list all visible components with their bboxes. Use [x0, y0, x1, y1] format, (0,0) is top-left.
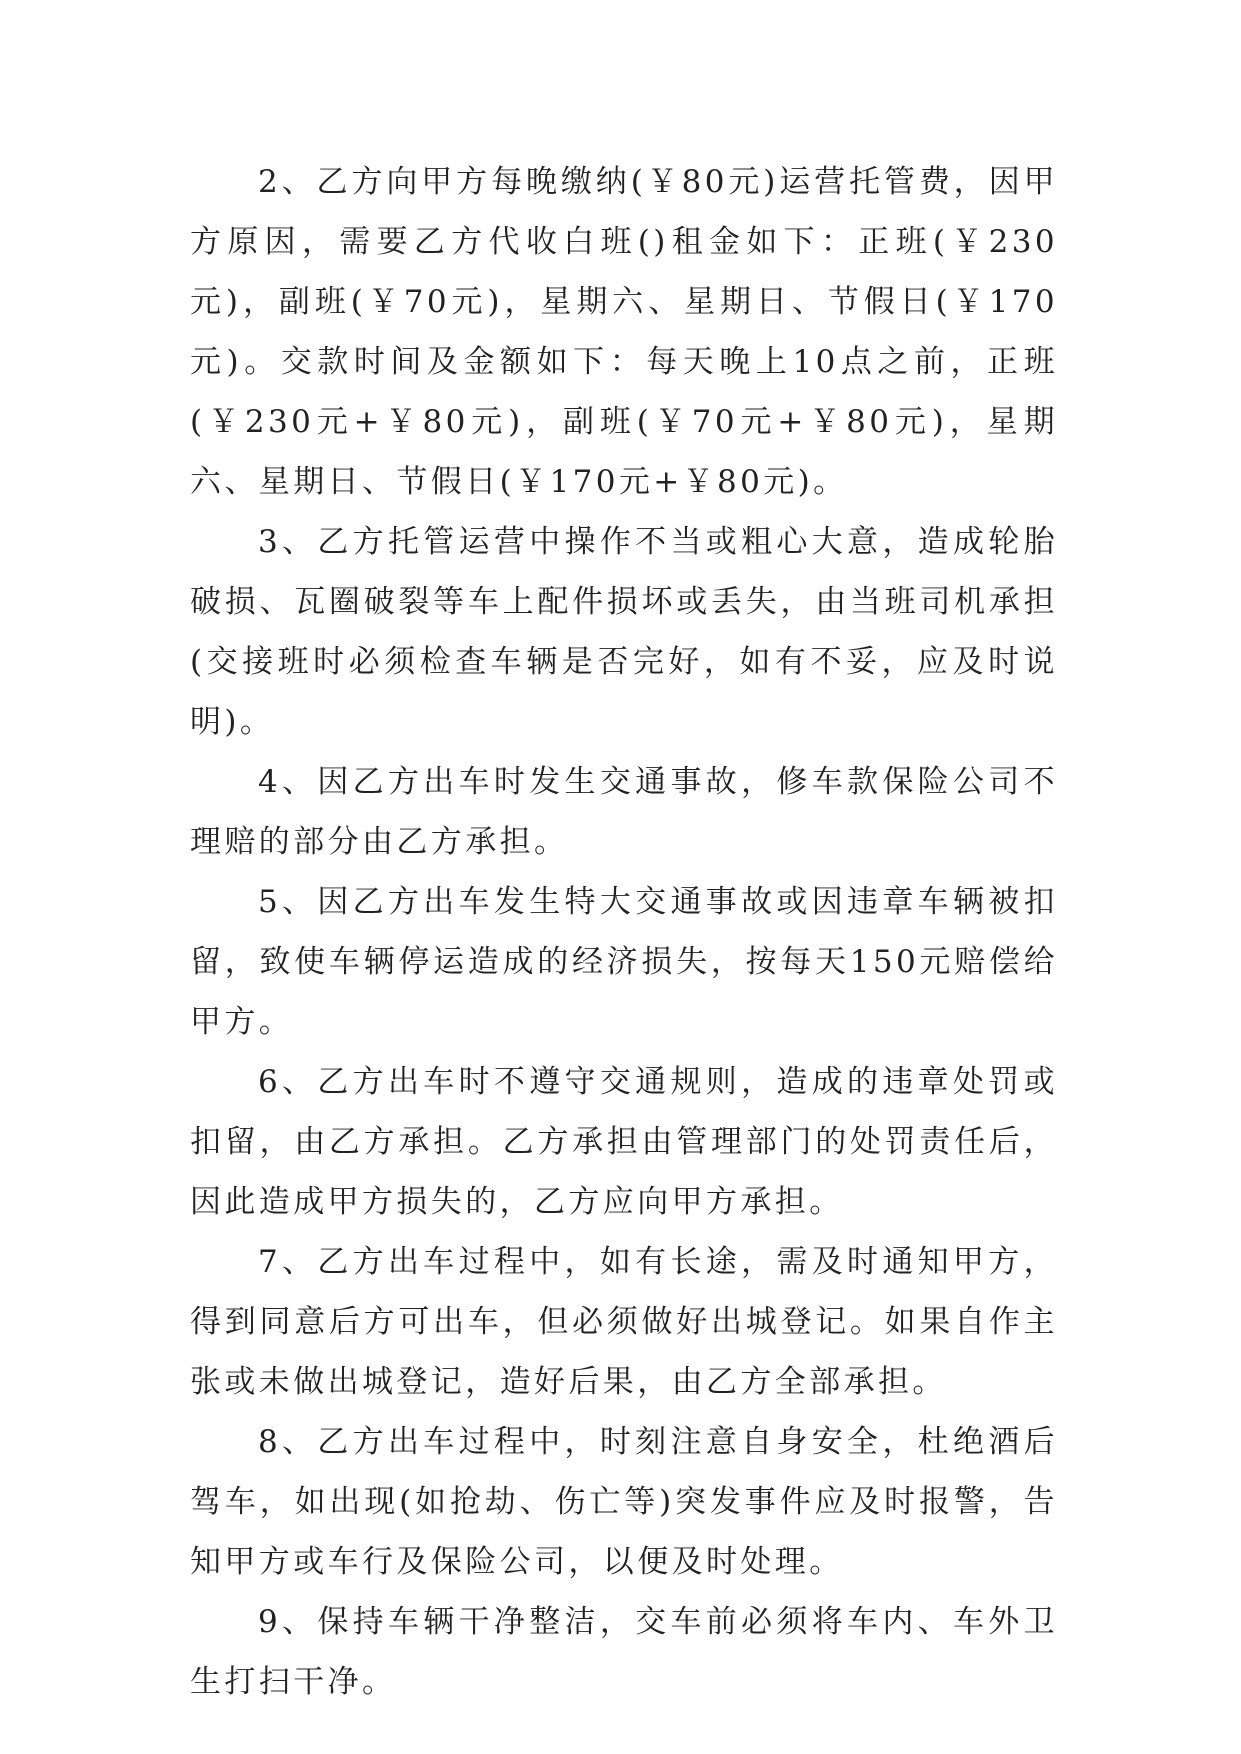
clause-8: 8、乙方出车过程中，时刻注意自身安全，杜绝酒后驾车，如出现(如抢劫、伤亡等)突发事件应及时报警，告知甲方或车行及保险公司，以便及时处理。 [190, 1424, 1058, 1580]
clause-6: 6、乙方出车时不遵守交通规则，造成的违章处罚或扣留，由乙方承担。乙方承担由管理部门的处罚责任后，因此造成甲方损失的，乙方应向甲方承担。 [190, 1064, 1058, 1220]
clause-3: 3、乙方托管运营中操作不当或粗心大意，造成轮胎破损、瓦圈破裂等车上配件损坏或丢失，由当班司机承担(交接班时必须检查车辆是否完好，如有不妥，应及时说明)。 [190, 524, 1058, 740]
clause-4: 4、因乙方出车时发生交通事故，修车款保险公司不理赔的部分由乙方承担。 [190, 764, 1058, 860]
clause-2: 2、乙方向甲方每晚缴纳(￥80元)运营托管费，因甲方原因，需要乙方代收白班()租金如下：正班(￥230元)，副班(￥70元)，星期六、星期日、节假日(￥170元)。交款时间及金额如下：每天晚上10点之前，正班(￥230元+￥80元)，副班(￥70元+￥80元)，星期六、星期日、节假日(￥170元+￥80元)。 [190, 164, 1058, 500]
clause-7: 7、乙方出车过程中，如有长途，需及时通知甲方，得到同意后方可出车，但必须做好出城登记。如果自作主张或未做出城登记，造好后果，由乙方全部承担。 [190, 1244, 1058, 1400]
document-page [190, 152, 1058, 1712]
clause-5: 5、因乙方出车发生特大交通事故或因违章车辆被扣留，致使车辆停运造成的经济损失，按每天150元赔偿给甲方。 [190, 884, 1058, 1040]
clause-9: 9、保持车辆干净整洁，交车前必须将车内、车外卫生打扫干净。 [190, 1604, 1058, 1700]
